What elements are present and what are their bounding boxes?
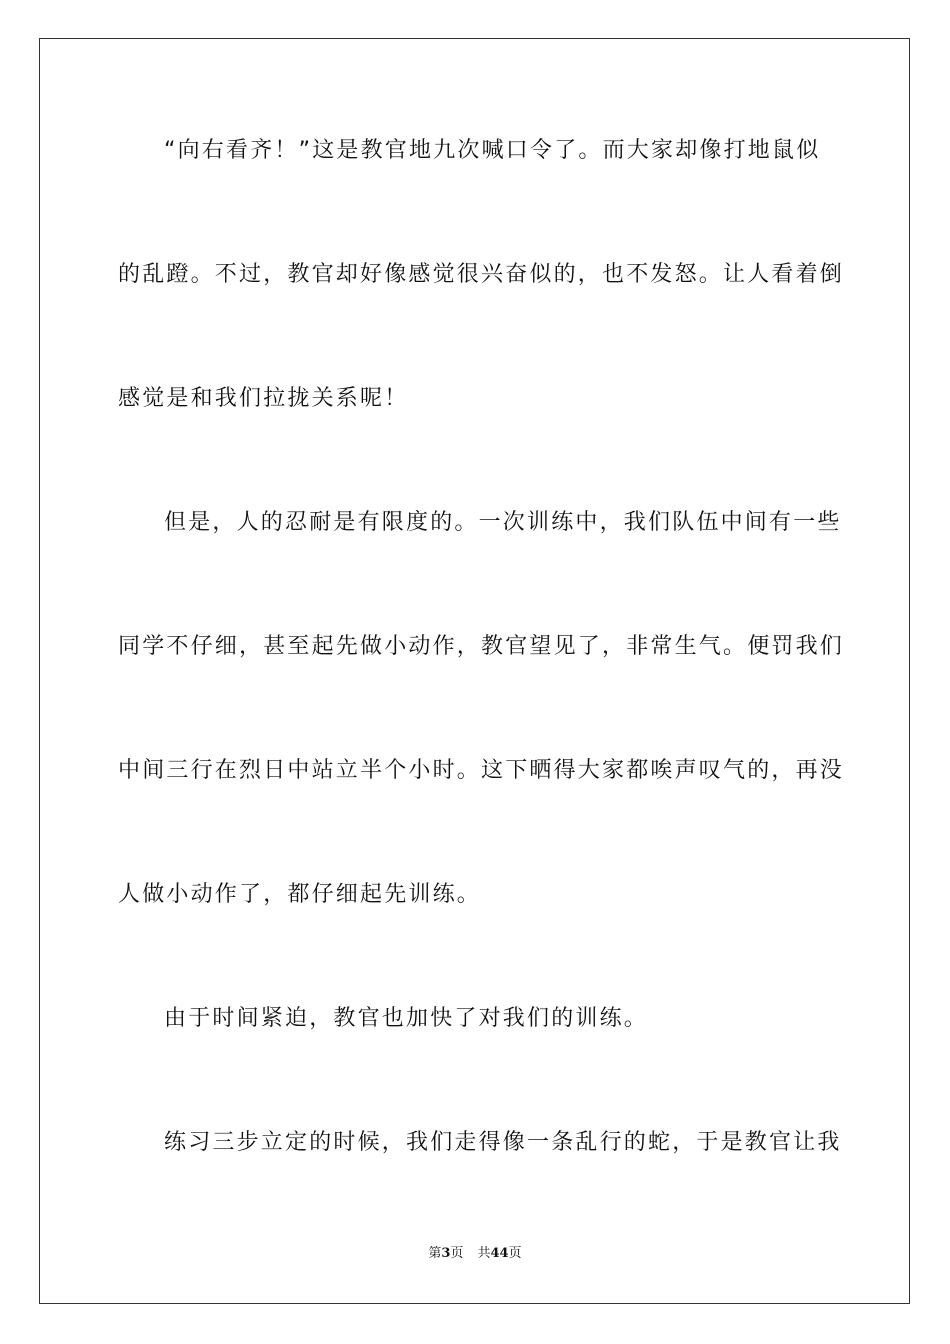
paragraph-line: 练习三步立定的时候，我们走得像一条乱行的蛇，于是教官让我	[164, 1130, 842, 1155]
total-pages: 44	[490, 1246, 509, 1261]
total-prefix: 共	[477, 1246, 491, 1261]
page-frame	[39, 38, 910, 1304]
paragraph-line: 由于时间紧迫，教官也加快了对我们的训练。	[164, 1006, 649, 1031]
paragraph-line: 的乱蹬。不过，教官却好像感觉很兴奋似的，也不发怒。让人看着倒	[118, 262, 845, 287]
paragraph-line: 人做小动作了，都仔细起先训练。	[118, 882, 482, 907]
page-suffix: 页	[450, 1246, 464, 1261]
page-prefix: 第	[428, 1246, 442, 1261]
paragraph-line: 中间三行在烈日中站立半个小时。这下晒得大家都唉声叹气的，再没	[118, 758, 845, 783]
paragraph-line: “向右看齐！”这是教官地九次喊口令了。而大家却像打地鼠似	[164, 138, 821, 163]
paragraph-line: 同学不仔细，甚至起先做小动作，教官望见了，非常生气。便罚我们	[118, 634, 845, 659]
page-number: 3	[441, 1246, 451, 1261]
paragraph-line: 感觉是和我们拉拢关系呢！	[118, 386, 409, 411]
total-suffix: 页	[508, 1246, 522, 1261]
page-footer	[0, 1245, 950, 1263]
paragraph-line: 但是，人的忍耐是有限度的。一次训练中，我们队伍中间有一些	[164, 510, 842, 535]
